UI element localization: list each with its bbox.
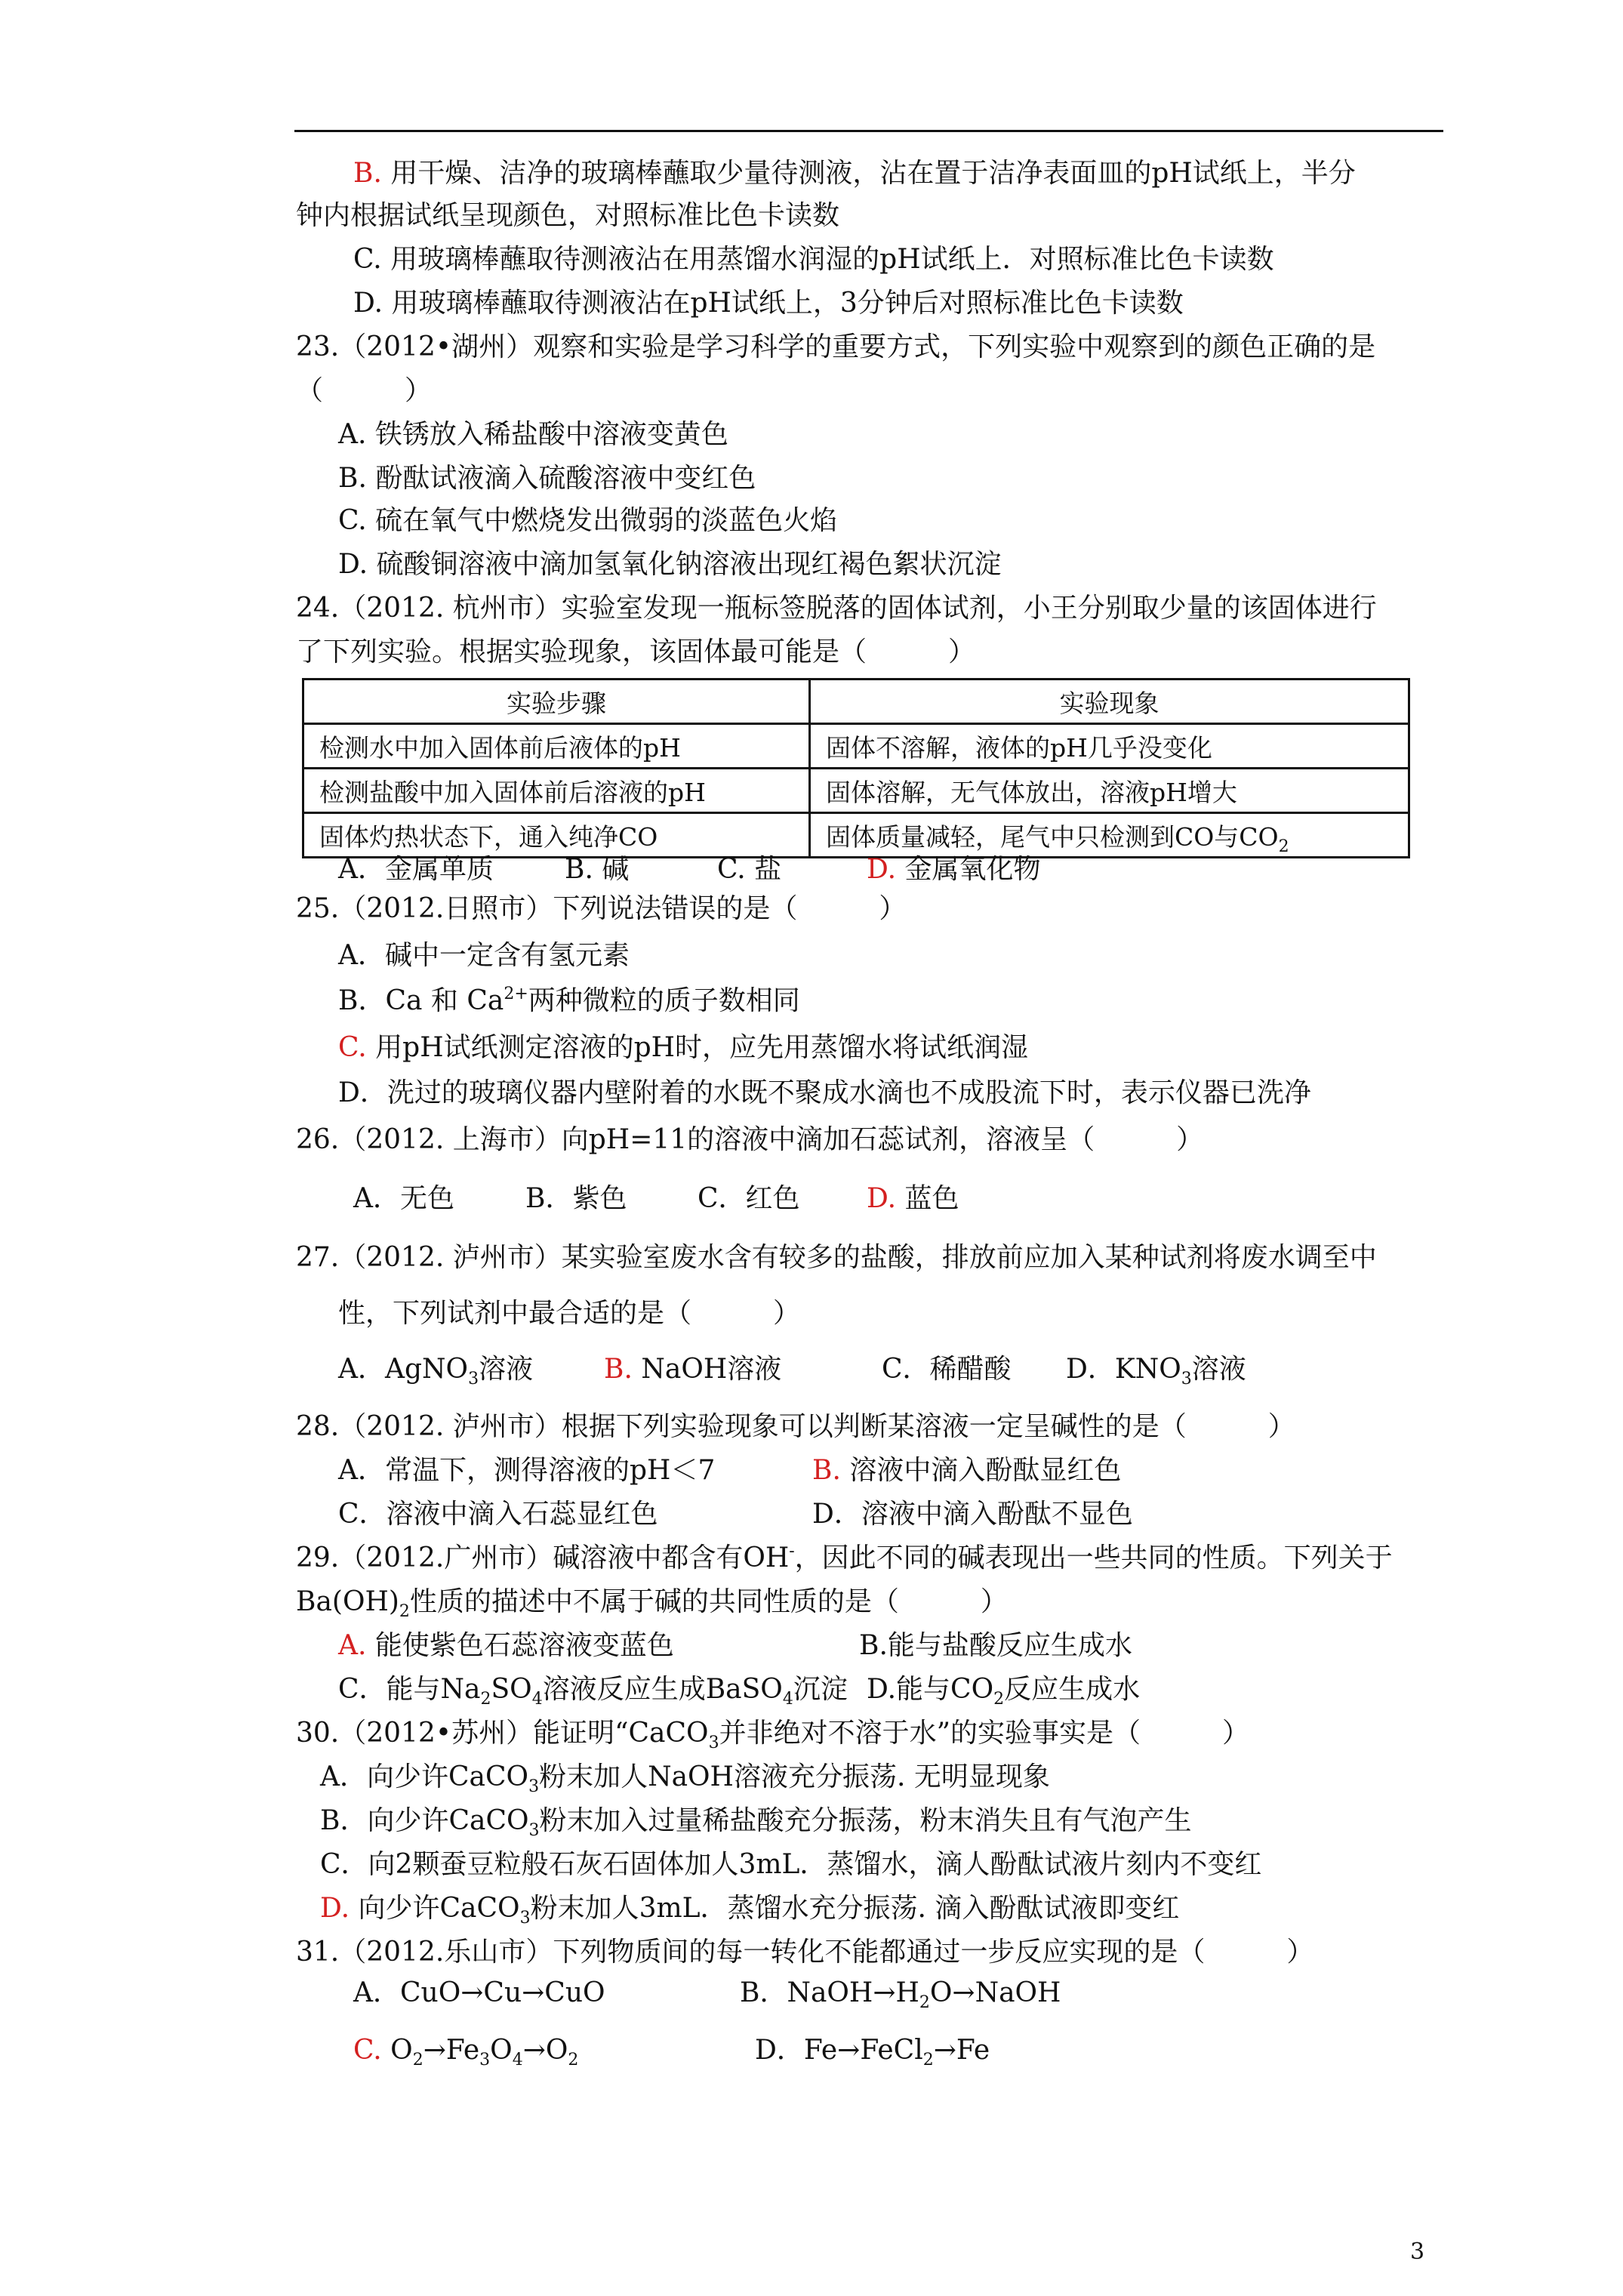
table-cell: 固体质量减轻，尾气中只检测到CO与$CO_2$ — [810, 813, 1409, 858]
answer-mark: C. — [353, 2035, 382, 2066]
q28-option-d: D．溶液中滴入酚酞不显色 — [812, 1499, 1133, 1530]
q25-stem: 25.（2012.日照市）下列说法错误的是（ ） — [296, 893, 907, 924]
q28-stem: 28.（2012. 泸州市）根据下列实验现象可以判断某溶液一定呈碱性的是（ ） — [296, 1411, 1295, 1442]
answer-mark: B. — [353, 158, 382, 189]
table-row — [303, 769, 1409, 813]
q24-option-d: D. 金属氧化物 — [867, 854, 1041, 885]
q27-stem-cont: 性，下列试剂中最合适的是（ ） — [338, 1298, 801, 1329]
table-cell: 固体灼热状态下，通入纯净CO — [303, 813, 810, 858]
q23-option-d: D. 硫酸铜溶液中滴加氢氧化钠溶液出现红褐色絮状沉淀 — [338, 549, 1002, 580]
answer-mark: C. — [338, 1032, 367, 1063]
q22-option-b: B. 用干燥、洁净的玻璃棒蘸取少量待测液，沾在置于洁净表面皿的pH试纸上，半分 — [353, 158, 1356, 189]
table-header-row — [303, 680, 1409, 724]
page-number: 3 — [1410, 2239, 1425, 2265]
q27-option-b: B. NaOH溶液 — [604, 1354, 782, 1385]
q26-option-d: D. 蓝色 — [867, 1183, 959, 1214]
q26-option-b: B．紫色 — [525, 1183, 627, 1214]
q31-option-a: A．CuO→Cu→CuO — [353, 1977, 605, 2008]
answer-mark: B. — [812, 1455, 841, 1486]
answer-mark: D. — [867, 1183, 897, 1214]
q22-option-c: C. 用玻璃棒蘸取待测液沾在用蒸馏水润湿的pH试纸上．对照标准比色卡读数 — [353, 244, 1274, 275]
q30-stem: 30.（2012•苏州）能证明“CaCO$_3$并非绝对不溶于水”的实验事实是（ ） — [296, 1718, 1249, 1752]
q31-stem: 31.（2012.乐山市）下列物质间的每一转化不能都通过一步反应实现的是（ ） — [296, 1937, 1314, 1968]
q27-stem: 27.（2012. 泸州市）某实验室废水含有较多的盐酸，排放前应加入某种试剂将废水调至中 — [296, 1242, 1377, 1273]
table-row — [303, 813, 1409, 858]
q24-option-a: A．金属单质 — [338, 854, 494, 885]
answer-mark: D. — [867, 854, 897, 885]
q25-option-a: A．碱中一定含有氢元素 — [338, 940, 630, 971]
q26-stem: 26.（2012. 上海市）向pH=11的溶液中滴加石蕊试剂，溶液呈（ ） — [296, 1124, 1204, 1155]
q27-option-c: C．稀醋酸 — [882, 1354, 1012, 1385]
table-cell: 固体溶解，无气体放出，溶液pH增大 — [810, 769, 1409, 813]
q23-stem-paren: （ ） — [296, 375, 433, 406]
q29-option-b: B.能与盐酸反应生成水 — [859, 1630, 1132, 1661]
q30-option-d: D. 向少许CaCO$_3$粉末加人3mL．蒸馏水充分振荡. 滴入酚酞试液即变红 — [320, 1893, 1180, 1928]
q29-option-a: A. 能使紫色石蕊溶液变蓝色 — [338, 1630, 674, 1661]
q26-option-a: A．无色 — [353, 1183, 454, 1214]
table-cell: 固体不溶解，液体的pH几乎没变化 — [810, 724, 1409, 769]
q26-option-c: C．红色 — [698, 1183, 800, 1214]
q24-option-c: C. 盐 — [717, 854, 782, 885]
q29-stem-cont: $Ba(OH)_2$性质的描述中不属于碱的共同性质的是（ ） — [296, 1586, 1008, 1621]
q27-option-d: D．$KNO_3$溶液 — [1066, 1354, 1246, 1388]
q27-option-a: A．AgNO$_3$溶液 — [338, 1354, 534, 1388]
answer-mark: A. — [338, 1630, 367, 1661]
q23-stem: 23.（2012•湖州）观察和实验是学习科学的重要方式，下列实验中观察到的颜色正确的是 — [296, 331, 1376, 362]
header-rule — [294, 130, 1443, 132]
q25-option-c: C. 用pH试纸测定溶液的pH时，应先用蒸馏水将试纸润湿 — [338, 1032, 1029, 1063]
table-cell: 检测盐酸中加入固体前后溶液的pH — [303, 769, 810, 813]
answer-mark: D. — [320, 1893, 350, 1924]
experiment-table — [302, 678, 1410, 858]
q29-option-c: C．能与$Na_2SO_4$溶液反应生成BaSO$_4$沉淀 — [338, 1674, 848, 1709]
q24-stem-cont: 了下列实验。根据实验现象，该固体最可能是（ ） — [296, 636, 976, 667]
q28-option-a: A．常温下，测得溶液的pH＜7 — [338, 1455, 716, 1486]
q23-option-c: C. 硫在氧气中燃烧发出微弱的淡蓝色火焰 — [338, 505, 838, 536]
q24-option-b: B. 碱 — [565, 854, 630, 885]
q22-option-b-cont: 钟内根据试纸呈现颜色，对照标准比色卡读数 — [296, 200, 840, 231]
q28-option-c: C．溶液中滴入石蕊显红色 — [338, 1499, 658, 1530]
q30-option-a: A．向少许CaCO$_3$粉末加人NaOH溶液充分振荡. 无明显现象 — [320, 1761, 1050, 1796]
q25-option-d: D．洗过的玻璃仪器内壁附着的水既不聚成水滴也不成股流下时，表示仪器已洗净 — [338, 1077, 1311, 1108]
q23-option-b: B. 酚酞试液滴入硫酸溶液中变红色 — [338, 463, 756, 494]
q25-option-b: B．Ca 和 $Ca^{2+}$两种微粒的质子数相同 — [338, 985, 800, 1016]
q29-stem: 29.（2012.广州市）碱溶液中都含有OH-，因此不同的碱表现出一些共同的性质。下列关于 — [296, 1542, 1393, 1573]
q31-option-d: D．Fe→FeCl$_2$→Fe — [755, 2035, 990, 2069]
q30-option-b: B．向少许CaCO$_3$粉末加入过量稀盐酸充分振荡，粉末消失且有气泡产生 — [320, 1805, 1192, 1840]
table-header-cell: 实验步骤 — [303, 680, 810, 724]
table-cell: 检测水中加入固体前后液体的pH — [303, 724, 810, 769]
q31-option-b: B．$NaOH\to H_2O\to NaOH$ — [740, 1977, 1061, 2012]
q22-option-d: D. 用玻璃棒蘸取待测液沾在pH试纸上，3分钟后对照标准比色卡读数 — [353, 288, 1184, 319]
table-row — [303, 724, 1409, 769]
answer-mark: B. — [604, 1354, 633, 1385]
q28-option-b: B. 溶液中滴入酚酞显红色 — [812, 1455, 1122, 1486]
q23-option-a: A. 铁锈放入稀盐酸中溶液变黄色 — [338, 419, 728, 450]
q30-option-c: C．向2颗蚕豆粒般石灰石固体加人3mL．蒸馏水，滴人酚酞试液片刻内不变红 — [320, 1849, 1262, 1880]
q29-option-d: D.能与$CO_2$反应生成水 — [867, 1674, 1141, 1709]
q24-stem: 24.（2012. 杭州市）实验室发现一瓶标签脱落的固体试剂，小王分别取少量的该固体进行 — [296, 593, 1377, 624]
table-header-cell: 实验现象 — [810, 680, 1409, 724]
q31-option-c: C. $O_2\to Fe_3O_4\to O_2$ — [353, 2035, 579, 2069]
